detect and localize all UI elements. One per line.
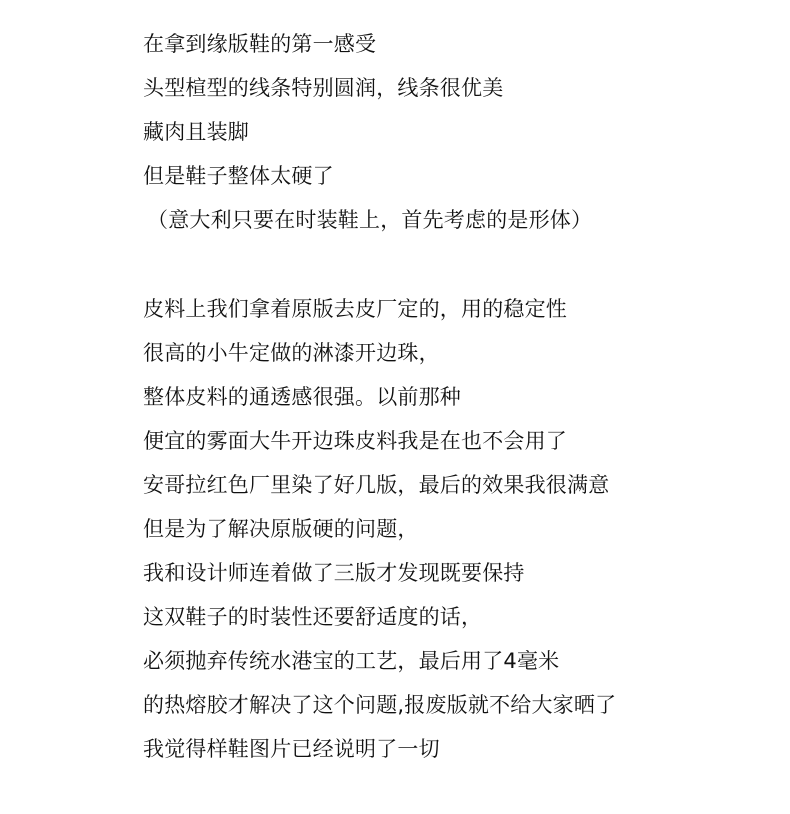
text-line: 的热熔胶才解决了这个问题,报废版就不给大家晒了 [143,693,617,717]
text-line: 皮料上我们拿着原版去皮厂定的，用的稳定性 [143,297,567,321]
text-line: 在拿到缘版鞋的第一感受 [143,32,377,56]
text-line: 我和设计师连着做了三版才发现既要保持 [143,561,525,585]
text-line: （意大利只要在时装鞋上，首先考虑的是形体） [147,208,593,232]
text-line: 但是为了解决原版硬的问题， [143,517,419,541]
text-line: 整体皮料的通透感很强。以前那种 [143,385,461,409]
text-line: 藏肉且装脚 [143,120,249,144]
text-line: 便宜的雾面大牛开边珠皮料我是在也不会用了 [143,429,567,453]
text-line: 安哥拉红色厂里染了好几版，最后的效果我很满意 [143,473,610,497]
text-line: 很高的小牛定做的淋漆开边珠， [143,341,440,365]
text-line: 必须抛弃传统水港宝的工艺，最后用了4毫米 [143,649,560,673]
text-line: 头型楦型的线条特别圆润，线条很优美 [143,76,504,100]
text-line: 这双鞋子的时装性还要舒适度的话， [143,605,483,629]
text-line: 我觉得样鞋图片已经说明了一切 [143,737,440,761]
text-line: 但是鞋子整体太硬了 [143,164,334,188]
